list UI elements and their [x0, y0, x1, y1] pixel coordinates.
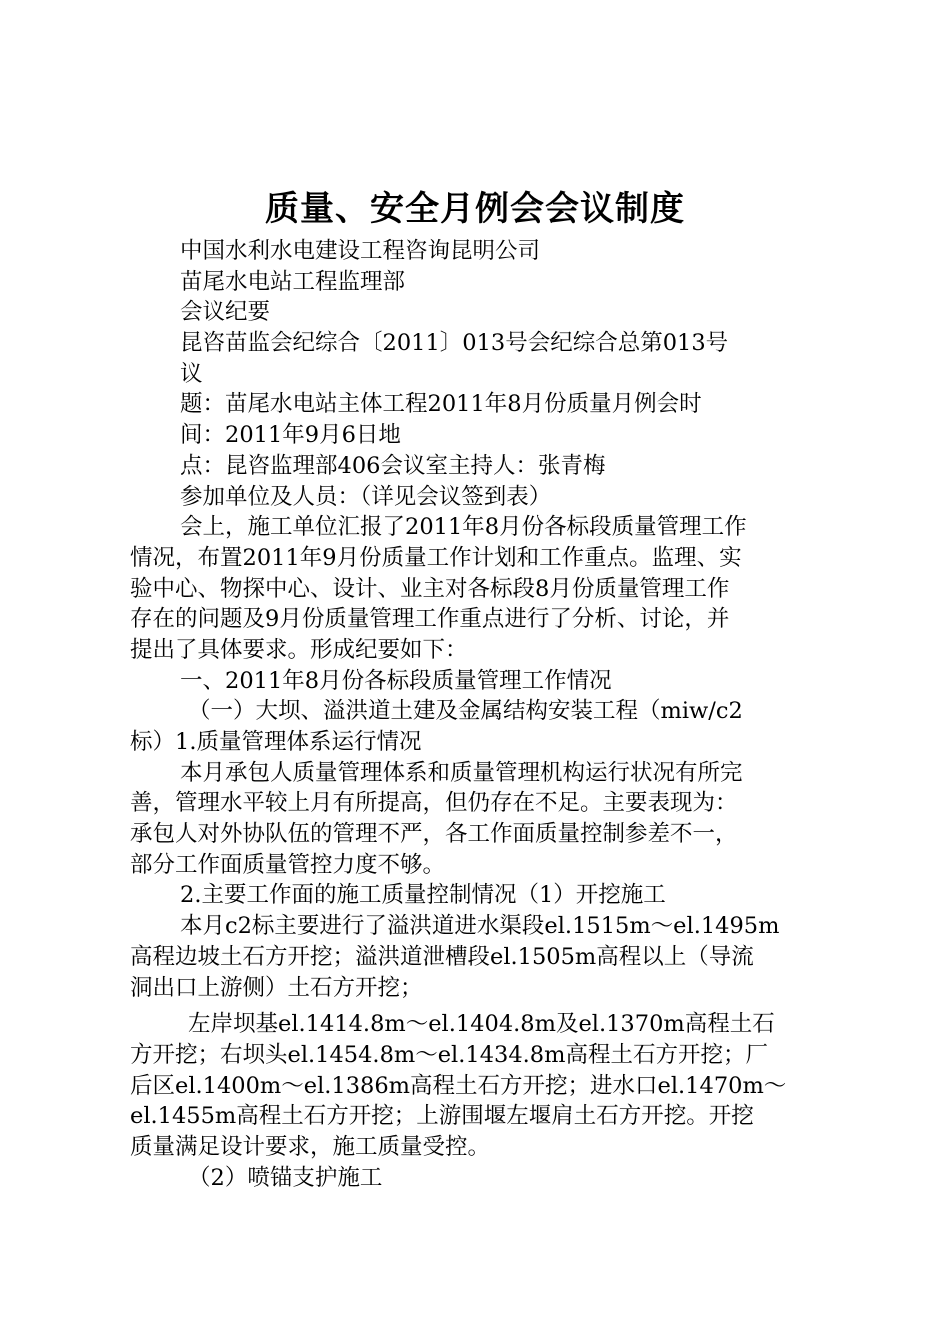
paragraph-line: 会上，施工单位汇报了2011年8月份各标段质量管理工作: [180, 514, 747, 541]
header-line-department: 苗尾水电站工程监理部: [180, 268, 406, 295]
section-heading-1: 一、2011年8月份各标段质量管理工作情况: [180, 667, 612, 694]
paragraph-excavation: [130, 911, 830, 1003]
paragraph-line: 部分工作面质量管控力度不够。: [130, 851, 446, 878]
document-body: [130, 236, 830, 1193]
paragraph-line: 质量满足设计要求，施工质量受控。: [130, 1133, 491, 1160]
header-line-topic-label: 议: [180, 360, 203, 387]
paragraph-line: 本月承包人质量管理体系和质量管理机构运行状况有所完: [180, 759, 743, 786]
paragraph-line: 左岸坝基el.1414.8m～el.1404.8m及el.1370m高程土石: [188, 1011, 775, 1038]
header-line-attendees: 参加单位及人员：（详见会议签到表）: [180, 483, 552, 510]
header-line-doc-number: 昆咨苗监会纪综合〔2011〕013号会纪综合总第013号: [180, 330, 729, 357]
item-heading-3: （2）喷锚支护施工: [188, 1164, 383, 1191]
paragraph-management: [130, 758, 830, 881]
paragraph-line: 存在的问题及9月份质量管理工作重点进行了分析、讨论，并: [130, 606, 730, 633]
item-heading-2: 2.主要工作面的施工质量控制情况（1）开挖施工: [180, 882, 666, 909]
header-line-doc-type: 会议纪要: [180, 299, 271, 326]
paragraph-line: 善，管理水平较上月有所提高，但仍存在不足。主要表现为：: [130, 790, 738, 817]
paragraph-line: el.1455m高程土石方开挖；上游围堰左堰肩土石方开挖。开挖: [130, 1103, 754, 1130]
header-line-topic: 题：苗尾水电站主体工程2011年8月份质量月例会时: [180, 391, 702, 418]
paragraph-summary: [130, 512, 830, 665]
header-line-time: 间：2011年9月6日地: [180, 422, 401, 449]
header-line-company: 中国水利水电建设工程咨询昆明公司: [180, 238, 541, 264]
document-title: 质量、安全月例会会议制度: [265, 189, 685, 229]
subsection-1: [130, 696, 830, 757]
paragraph-line: 承包人对外协队伍的管理不严，各工作面质量控制参差不一，: [130, 821, 738, 848]
paragraph-line: 本月c2标主要进行了溢洪道进水渠段el.1515m～el.1495m: [180, 913, 780, 940]
header-line-place-host: 点：昆咨监理部406会议室主持人：张青梅: [180, 452, 606, 479]
subsection-line: 标）1.质量管理体系运行情况: [130, 729, 422, 755]
subsection-line: （一）大坝、溢洪道土建及金属结构安装工程（miw/c2: [188, 698, 743, 725]
paragraph-line: 情况，布置2011年9月份质量工作计划和工作重点。监理、实: [130, 544, 742, 571]
paragraph-line: 验中心、物探中心、设计、业主对各标段8月份质量管理工作: [130, 575, 730, 602]
paragraph-line: 方开挖；右坝头el.1454.8m～el.1434.8m高程土石方开挖；厂: [130, 1041, 768, 1068]
paragraph-line: 洞出口上游侧）土石方开挖；: [130, 974, 423, 1001]
paragraph-line: 高程边坡土石方开挖；溢洪道泄槽段el.1505m高程以上（导流: [130, 943, 754, 970]
paragraph-line: 后区el.1400m～el.1386m高程土石方开挖；进水口el.1470m～: [130, 1072, 787, 1099]
paragraph-line: 提出了具体要求。形成纪要如下：: [130, 636, 468, 663]
paragraph-excavation-areas: [130, 1009, 830, 1162]
